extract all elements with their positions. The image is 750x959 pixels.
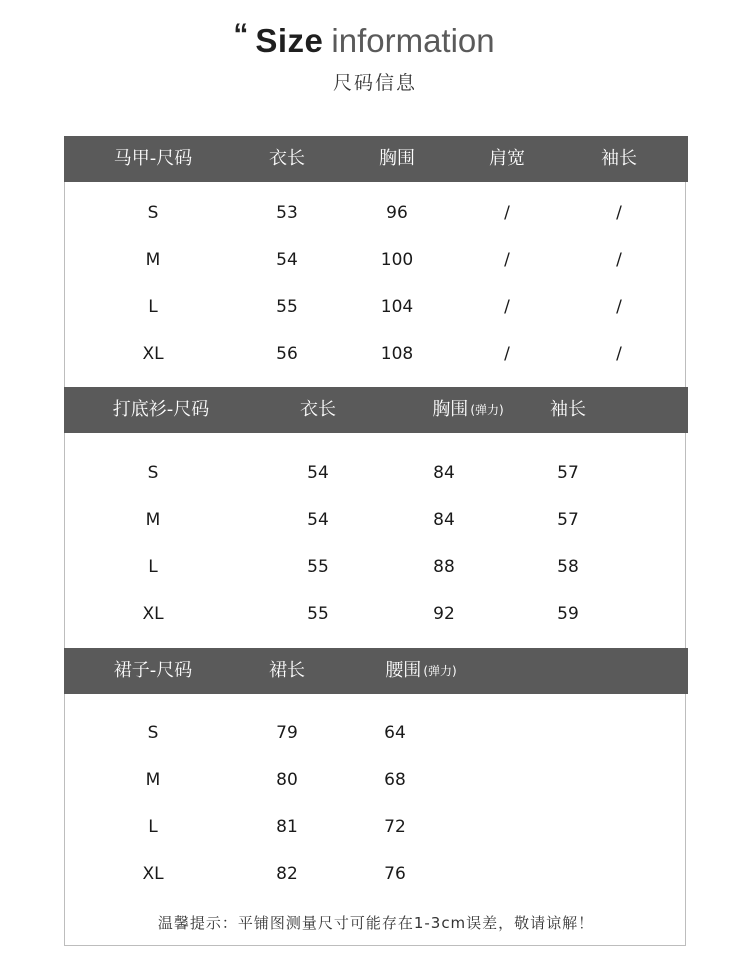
title-block: [0, 18, 750, 60]
value-cell: 56: [276, 344, 298, 364]
value-cell: 57: [557, 463, 579, 483]
table-row: [64, 812, 688, 842]
table-row: [64, 292, 688, 322]
header-cell: 胸围: [379, 148, 415, 169]
size-cell: XL: [142, 604, 164, 624]
value-cell: 82: [276, 864, 298, 884]
table-row: [64, 458, 688, 488]
table-row: [64, 245, 688, 275]
value-cell: /: [504, 297, 510, 317]
value-cell: 84: [433, 463, 455, 483]
value-cell: 54: [307, 463, 329, 483]
value-cell: 68: [384, 770, 406, 790]
header-cell: 裙子-尺码: [113, 660, 193, 681]
quote-mark: “: [233, 18, 249, 51]
value-cell: 72: [384, 817, 406, 837]
value-cell: 55: [307, 557, 329, 577]
size-cell: M: [145, 250, 161, 270]
value-cell: 58: [557, 557, 579, 577]
value-cell: /: [504, 250, 510, 270]
value-cell: 79: [276, 723, 298, 743]
skirt-table-header: [64, 648, 688, 694]
size-cell: M: [145, 510, 161, 530]
value-cell: 64: [384, 723, 406, 743]
value-cell: /: [616, 250, 622, 270]
header-cell: 袖长: [550, 399, 586, 420]
value-cell: /: [616, 297, 622, 317]
size-cell: S: [147, 463, 159, 483]
value-cell: 57: [557, 510, 579, 530]
value-cell: /: [616, 203, 622, 223]
table-row: [64, 339, 688, 369]
size-cell: L: [148, 297, 158, 317]
value-cell: 100: [380, 250, 414, 270]
size-cell: L: [148, 557, 158, 577]
subtitle-zh: 尺码信息: [332, 72, 417, 94]
table-row: [64, 859, 688, 889]
value-cell: 59: [557, 604, 579, 624]
size-cell: S: [147, 203, 159, 223]
header-cell: 胸围 (弹力): [432, 399, 504, 420]
value-cell: 92: [433, 604, 455, 624]
value-cell: 84: [433, 510, 455, 530]
size-cell: S: [147, 723, 159, 743]
value-cell: 96: [386, 203, 408, 223]
value-cell: /: [504, 203, 510, 223]
title-line: [233, 18, 495, 60]
header-cell: 裙长: [269, 660, 305, 681]
table-row: [64, 505, 688, 535]
title-size: Size: [255, 22, 324, 59]
header-cell: 马甲-尺码: [113, 148, 193, 169]
size-cell: XL: [142, 864, 164, 884]
value-cell: 76: [384, 864, 406, 884]
value-cell: 54: [307, 510, 329, 530]
value-cell: /: [504, 344, 510, 364]
size-cell: M: [145, 770, 161, 790]
vest-table-header: [64, 136, 688, 182]
value-cell: 108: [380, 344, 414, 364]
shirt-table-header: [64, 387, 688, 433]
header-cell: 腰围 (弹力): [385, 660, 457, 681]
value-cell: 54: [276, 250, 298, 270]
table-row: [64, 198, 688, 228]
value-cell: 80: [276, 770, 298, 790]
header-cell: 袖长: [601, 148, 637, 169]
value-cell: 55: [307, 604, 329, 624]
header-cell: 衣长: [269, 148, 305, 169]
header-cell: 肩宽: [489, 148, 525, 169]
measurement-note: 温馨提示：平铺图测量尺寸可能存在1-3cm误差，敬请谅解！: [157, 914, 595, 932]
value-cell: 55: [276, 297, 298, 317]
value-cell: /: [616, 344, 622, 364]
table-row: [64, 599, 688, 629]
header-cell: 衣长: [300, 399, 336, 420]
value-cell: 88: [433, 557, 455, 577]
value-cell: 53: [276, 203, 298, 223]
table-row: [64, 552, 688, 582]
table-row: [64, 718, 688, 748]
size-cell: XL: [142, 344, 164, 364]
header-cell: 打底衫-尺码: [112, 399, 210, 420]
value-cell: 81: [276, 817, 298, 837]
table-row: [64, 765, 688, 795]
title-information: information: [331, 22, 495, 59]
size-cell: L: [148, 817, 158, 837]
value-cell: 104: [380, 297, 414, 317]
